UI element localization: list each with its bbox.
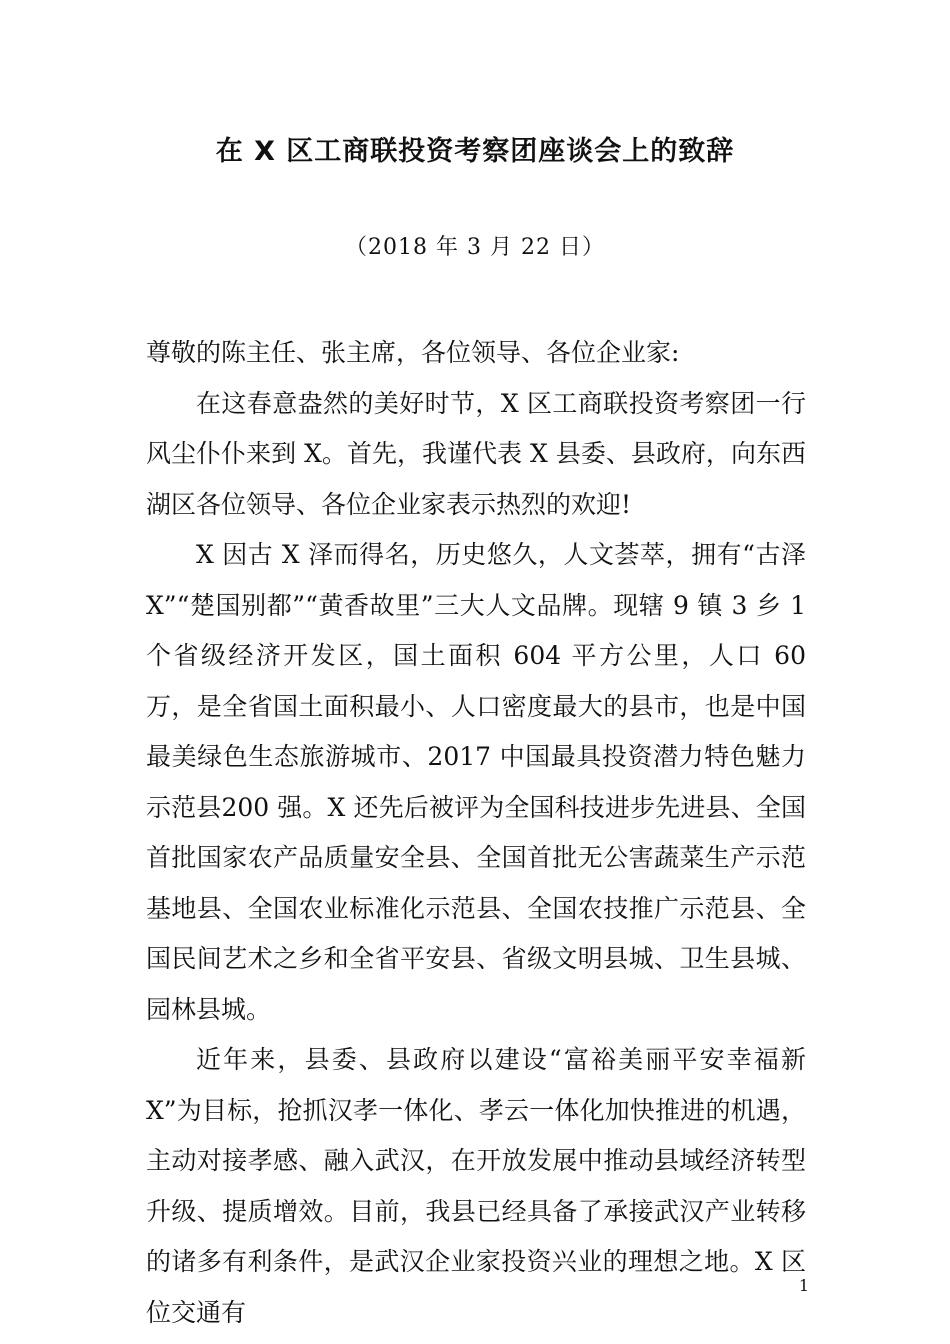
document-title: 在 X 区工商联投资考察团座谈会上的致辞 <box>215 136 735 167</box>
paragraph-3: 近年来，县委、县政府以建设“富裕美丽平安幸福新 X”为目标，抢抓汉孝一体化、孝云一体化加快推进的机遇，主动对接孝感、融入武汉，在开放发展中推动县域经济转型升级、提质增效。目前，我县已经具备了承接武汉产业转移的诸多有利条件，是武汉企业家投资兴业的理想之地。X 区位交通有 <box>146 1045 806 1327</box>
paragraph-2: X 因古 X 泽而得名，历史悠久，人文荟萃，拥有“古泽X”“楚国别都”“黄香故里”三大人文品牌。现辖 9 镇 3 乡 1 个省级经济开发区，国土面积 604 平方公里，人口 60 万，是全省国土面积最小、人口密度最大的县市，也是中国最美绿色生态旅游城市、2017 中国最具投资潜力特色魅力示范县200 强。X 还先后被评为全国科技进步先进县、全国首批国家农产品质量安全县、全国首批无公害蔬菜生产示范基地县、全国农业标准化示范县、全国农技推广示范县、全国民间艺术之乡和全省平安县、省级文明县城、卫生县城、园林县城。 <box>146 540 806 1024</box>
salutation: 尊敬的陈主任、张主席，各位领导、各位企业家: <box>146 338 680 367</box>
document-body <box>146 328 806 1338</box>
paragraph-1: 在这春意盎然的美好时节，X 区工商联投资考察团一行风尘仆仆来到 X。首先，我谨代表 X 县委、县政府，向东西湖区各位领导、各位企业家表示热烈的欢迎! <box>146 388 806 519</box>
page-number: 1 <box>798 1276 810 1295</box>
document-date: （2018 年 3 月 22 日） <box>345 235 605 260</box>
